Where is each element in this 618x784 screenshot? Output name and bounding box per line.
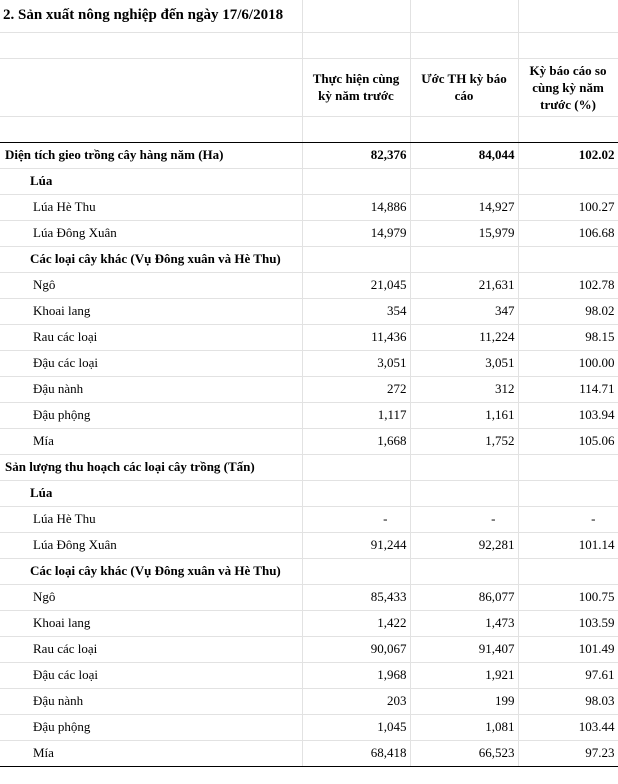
cell-value: 86,077	[410, 584, 518, 610]
table-row	[0, 428, 618, 454]
cell-value: 101.14	[518, 532, 618, 558]
cell-value: 84,044	[410, 142, 518, 168]
group-row	[0, 558, 618, 584]
row-label: Lúa Hè Thu	[22, 506, 302, 532]
table-row	[0, 402, 618, 428]
cell-value: 21,045	[302, 272, 410, 298]
cell-value: 11,224	[410, 324, 518, 350]
header-percent: Kỳ báo cáo so cùng kỳ năm trước (%)	[518, 58, 618, 116]
cell-value: 14,979	[302, 220, 410, 246]
table-row	[0, 324, 618, 350]
cell-value: 91,407	[410, 636, 518, 662]
cell-value: 1,473	[410, 610, 518, 636]
cell-value: -	[518, 506, 618, 532]
header-prev-year: Thực hiện cùng kỳ năm trước	[302, 58, 410, 116]
cell-value: 114.71	[518, 376, 618, 402]
table-row	[0, 740, 618, 766]
cell-value: 11,436	[302, 324, 410, 350]
row-label: Lúa Đông Xuân	[22, 220, 302, 246]
cell-value: 105.06	[518, 428, 618, 454]
cell-value: 14,927	[410, 194, 518, 220]
title-row	[0, 0, 618, 32]
cell-value: 90,067	[302, 636, 410, 662]
cell-value: 354	[302, 298, 410, 324]
cell-value: 68,418	[302, 740, 410, 766]
cell-value: 97.23	[518, 740, 618, 766]
row-label: Mía	[22, 428, 302, 454]
section-row	[0, 454, 618, 480]
cell-value: 1,117	[302, 402, 410, 428]
cell-value: 1,161	[410, 402, 518, 428]
row-label: Đậu nành	[22, 688, 302, 714]
group-label: Các loại cây khác (Vụ Đông xuân và Hè Thu)	[22, 246, 302, 272]
cell-value: 66,523	[410, 740, 518, 766]
row-label: Ngô	[22, 584, 302, 610]
cell-value: 98.02	[518, 298, 618, 324]
header-estimate: Ước TH kỳ báo cáo	[410, 58, 518, 116]
cell-value: 92,281	[410, 532, 518, 558]
cell-value: 85,433	[302, 584, 410, 610]
spacer-row	[0, 32, 618, 58]
section-label: Sản lượng thu hoạch các loại cây trồng (Tấn)	[0, 454, 302, 480]
cell-value: 103.44	[518, 714, 618, 740]
table-row	[0, 688, 618, 714]
row-label: Khoai lang	[22, 298, 302, 324]
cell-value: 21,631	[410, 272, 518, 298]
cell-value: -	[410, 506, 518, 532]
table-row	[0, 532, 618, 558]
cell-value: 100.00	[518, 350, 618, 376]
table-row	[0, 220, 618, 246]
cell-value: 272	[302, 376, 410, 402]
row-label: Đậu các loại	[22, 350, 302, 376]
cell-value: 1,081	[410, 714, 518, 740]
cell-value: 312	[410, 376, 518, 402]
group-label: Lúa	[22, 480, 302, 506]
group-row	[0, 168, 618, 194]
row-label: Khoai lang	[22, 610, 302, 636]
spacer-row	[0, 116, 618, 142]
group-label: Lúa	[22, 168, 302, 194]
page-title: 2. Sản xuất nông nghiệp đến ngày 17/6/2018	[0, 0, 302, 32]
cell-value: 347	[410, 298, 518, 324]
cell-value: 100.75	[518, 584, 618, 610]
cell-value: 102.78	[518, 272, 618, 298]
group-row	[0, 246, 618, 272]
cell-value: 3,051	[302, 350, 410, 376]
group-row	[0, 480, 618, 506]
row-label: Đậu nành	[22, 376, 302, 402]
header-row	[0, 58, 618, 116]
cell-value: 103.59	[518, 610, 618, 636]
group-label: Các loại cây khác (Vụ Đông xuân và Hè Thu)	[22, 558, 302, 584]
cell-value: 199	[410, 688, 518, 714]
cell-value: 1,422	[302, 610, 410, 636]
row-label: Ngô	[22, 272, 302, 298]
table-row	[0, 714, 618, 740]
table-row	[0, 272, 618, 298]
row-label: Lúa Đông Xuân	[22, 532, 302, 558]
row-label: Mía	[22, 740, 302, 766]
cell-value: 106.68	[518, 220, 618, 246]
table-row	[0, 584, 618, 610]
cell-value: 100.27	[518, 194, 618, 220]
row-label: Đậu phộng	[22, 402, 302, 428]
cell-value: 102.02	[518, 142, 618, 168]
cell-value: -	[302, 506, 410, 532]
cell-value: 1,045	[302, 714, 410, 740]
cell-value: 97.61	[518, 662, 618, 688]
row-label: Rau các loại	[22, 324, 302, 350]
table-row	[0, 350, 618, 376]
row-label: Đậu phộng	[22, 714, 302, 740]
cell-value: 1,752	[410, 428, 518, 454]
table-row	[0, 376, 618, 402]
table-row	[0, 662, 618, 688]
row-label: Lúa Hè Thu	[22, 194, 302, 220]
row-label: Đậu các loại	[22, 662, 302, 688]
section-row	[0, 142, 618, 168]
table-row	[0, 506, 618, 532]
cell-value: 91,244	[302, 532, 410, 558]
cell-value: 82,376	[302, 142, 410, 168]
cell-value: 15,979	[410, 220, 518, 246]
cell-value: 101.49	[518, 636, 618, 662]
section-label: Diện tích gieo trồng cây hàng năm (Ha)	[0, 142, 302, 168]
cell-value: 103.94	[518, 402, 618, 428]
cell-value: 1,968	[302, 662, 410, 688]
cell-value: 1,921	[410, 662, 518, 688]
table-row	[0, 610, 618, 636]
cell-value: 98.15	[518, 324, 618, 350]
table-row	[0, 194, 618, 220]
table-row	[0, 298, 618, 324]
cell-value: 1,668	[302, 428, 410, 454]
cell-value: 3,051	[410, 350, 518, 376]
cell-value: 203	[302, 688, 410, 714]
table-row	[0, 636, 618, 662]
cell-value: 98.03	[518, 688, 618, 714]
row-label: Rau các loại	[22, 636, 302, 662]
cell-value: 14,886	[302, 194, 410, 220]
